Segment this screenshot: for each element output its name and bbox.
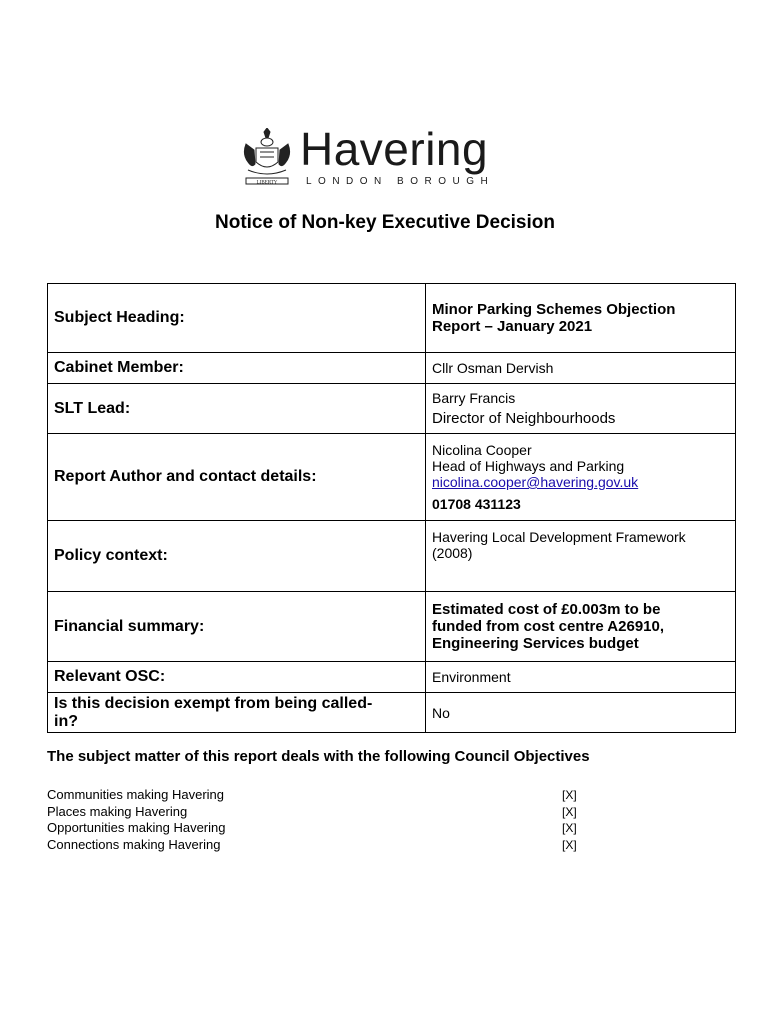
logo-wordmark: Havering: [300, 123, 489, 175]
objective-label: Connections making Havering: [47, 836, 221, 852]
relevant-osc-value: Environment: [426, 662, 736, 693]
exempt-value: No: [426, 693, 736, 733]
list-item: [47, 804, 587, 821]
cabinet-member-label: Cabinet Member:: [48, 353, 426, 384]
objective-mark: [X]: [562, 804, 577, 819]
svg-text:LIBERTY: LIBERTY: [256, 180, 278, 186]
decision-table: [47, 283, 736, 733]
objective-mark: [X]: [562, 837, 577, 852]
table-row: [48, 284, 736, 353]
objective-label: Places making Havering: [47, 803, 188, 819]
financial-summary-value: Estimated cost of £0.003m to be funded from cost centre A26910, Engineering Services budget: [426, 592, 736, 662]
slt-lead-label: SLT Lead:: [48, 384, 426, 434]
objective-label: Opportunities making Havering: [47, 820, 226, 835]
table-row: [48, 521, 736, 592]
list-item: [47, 820, 587, 837]
table-row: [48, 353, 736, 384]
table-row: [48, 693, 736, 733]
objectives-list: [47, 787, 587, 853]
table-row: [48, 592, 736, 662]
slt-lead-value: Barry Francis Director of Neighbourhoods: [426, 384, 736, 434]
objectives-heading: The subject matter of this report deals with the following Council Objectives: [47, 748, 590, 765]
financial-summary-label: Financial summary:: [48, 592, 426, 662]
havering-logo: [242, 123, 532, 192]
author-email-link[interactable]: nicolina.cooper@havering.gov.uk: [432, 474, 639, 490]
cabinet-member-value: Cllr Osman Dervish: [426, 353, 736, 384]
table-row: [48, 384, 736, 434]
coat-of-arms-icon: [242, 128, 292, 190]
list-item: [47, 837, 587, 854]
logo-subtitle: LONDON BOROUGH: [306, 176, 495, 187]
list-item: [47, 787, 587, 804]
report-author-label: Report Author and contact details:: [48, 434, 426, 521]
objective-label: Communities making Havering: [47, 787, 225, 802]
subject-heading-value: Minor Parking Schemes Objection Report – January 2021: [426, 284, 736, 353]
table-row: [48, 662, 736, 693]
objective-mark: [X]: [562, 821, 577, 835]
exempt-label: Is this decision exempt from being called- in?: [48, 693, 426, 733]
table-row: [48, 434, 736, 521]
policy-context-value: Havering Local Development Framework (2008): [426, 521, 736, 592]
report-author-value: Nicolina Cooper Head of Highways and Parking nicolina.cooper@havering.gov.uk 01708 431123: [426, 434, 736, 521]
page-title: Notice of Non-key Executive Decision: [215, 212, 555, 233]
objective-mark: [X]: [562, 788, 577, 802]
author-phone: 01708 431123: [432, 496, 521, 512]
subject-heading-label: Subject Heading:: [48, 284, 426, 353]
relevant-osc-label: Relevant OSC:: [48, 662, 426, 693]
policy-context-label: Policy context:: [48, 521, 426, 592]
